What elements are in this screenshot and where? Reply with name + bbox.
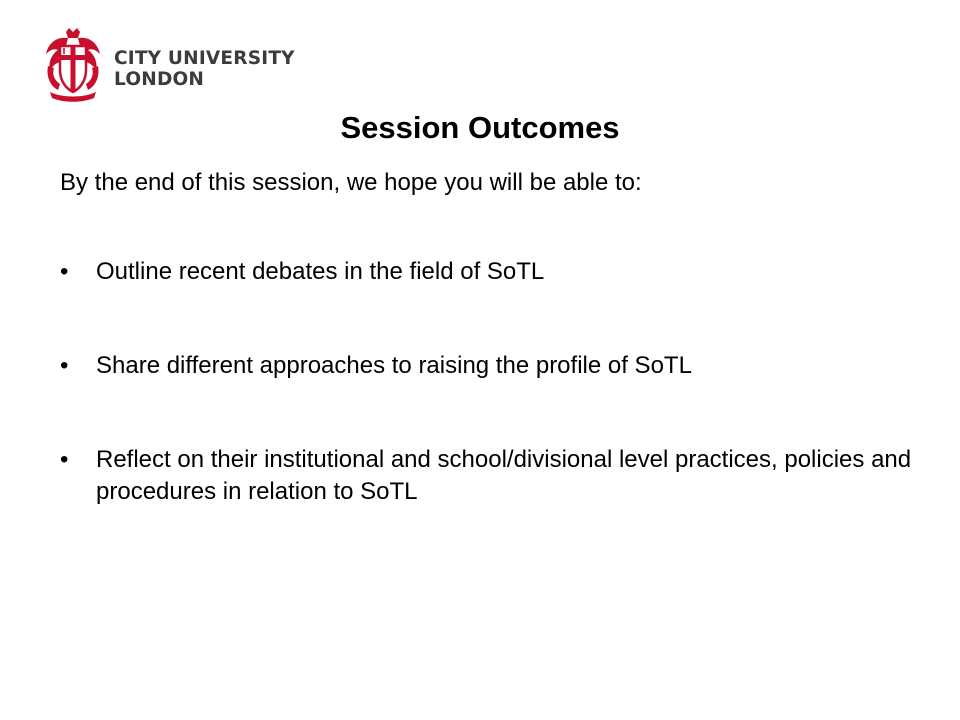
bullet-icon: • bbox=[60, 446, 69, 473]
university-logo bbox=[42, 26, 295, 106]
logo-wordmark bbox=[114, 48, 295, 90]
logo-line-2: LONDON bbox=[114, 69, 205, 90]
list-item-text: Share different approaches to raising the profile of SoTL bbox=[96, 352, 692, 379]
list-item bbox=[60, 256, 940, 288]
list-item-text: Reflect on their institutional and school/divisional level practices, policies and procedures in relation to SoTL bbox=[96, 446, 912, 505]
university-crest-icon bbox=[42, 26, 104, 106]
logo-line-1: CITY UNIVERSITY bbox=[114, 48, 295, 69]
list-item bbox=[60, 444, 940, 508]
slide-intro: By the end of this session, we hope you will be able to: bbox=[60, 169, 642, 196]
list-item bbox=[60, 350, 940, 382]
slide-title: Session Outcomes bbox=[340, 110, 620, 145]
bullet-icon: • bbox=[60, 352, 69, 379]
list-item-text: Outline recent debates in the field of SoTL bbox=[96, 258, 545, 285]
bullet-icon: • bbox=[60, 258, 69, 285]
